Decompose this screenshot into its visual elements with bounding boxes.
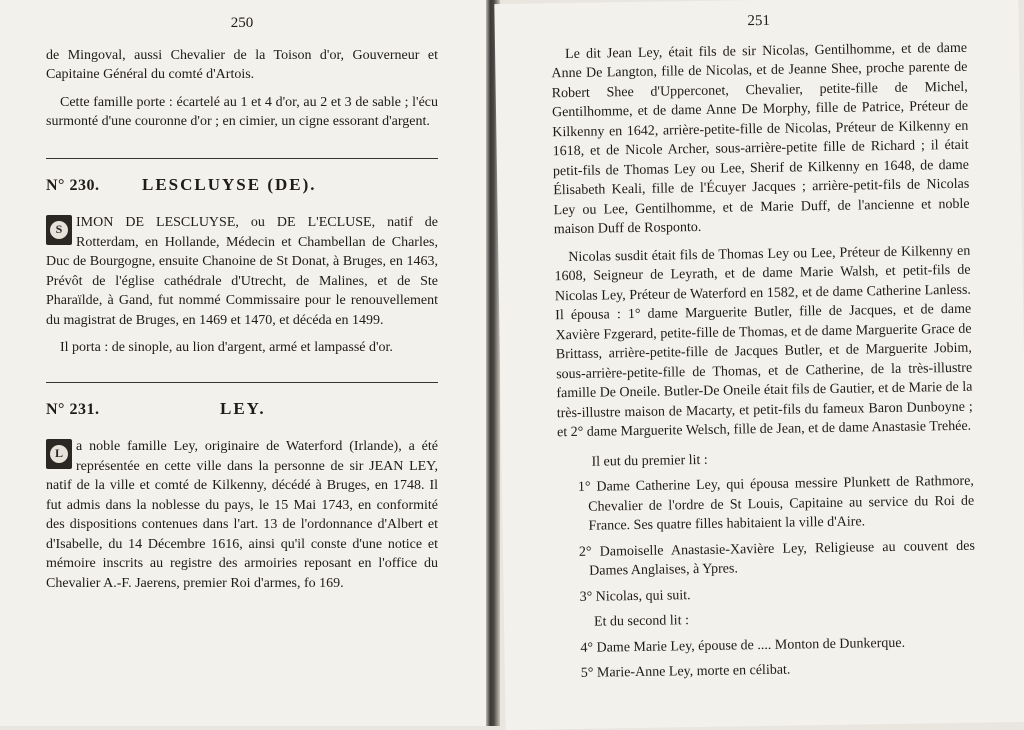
child-item: 1° Dame Catherine Ley, qui épousa messire Plunkett de Rathmore, Chevalier de l'ordre de St Louis, Capitaine au service du Roi de France. Ses quatre filles habitaient la ville d'Aire. <box>577 473 975 534</box>
second-bed-intro: Et du second lit : <box>593 613 690 630</box>
entry-arms: Il porta : de sinople, au lion d'argent, armé et lampassé d'or. <box>60 340 393 355</box>
continuation-text: de Mingoval, aussi Chevalier de la Toison d'or, Gouverneur et Capitaine Général du comté d'Artois. <box>46 47 438 82</box>
page-number-left: 250 <box>230 15 254 31</box>
entry-231 <box>46 399 438 594</box>
section-divider <box>46 158 438 159</box>
child-item: 5° Marie-Anne Ley, morte en célibat. <box>580 662 791 681</box>
genealogy-paragraph: Le dit Jean Ley, était fils de sir Nicolas, Gentilhomme, et de dame Anne De Langton, fille de Nicolas, et de Jeanne Shee, proche parente de Robert Shee d'Upperconet, Chevalier, petite-fille de Michel, Gentilhomme, et de dame Anne De Morphy, fille de Patrice, Préteur de Kilkenny en 1642, arrière-petite-fille de Nicolas, Préteur de Kilkenny en 1618, et de Nicole Archer, sous-arrière-petite fille de Richard ; il était petit-fils de Thomas Ley ou Lee, Sherif de Kilkenny en 1648, de dame Élisabeth Keali, fille de l'Écuyer Jacques ; arrière-petit-fils de Nicolas Ley ou Lee, Gentilhomme, et de Marie Duff, de l'ancienne et noble maison Duff de Rosponto. <box>551 40 970 238</box>
child-item: 4° Dame Marie Ley, épouse de .... Monton de Dunkerque. <box>580 635 906 656</box>
arms-text: Cette famille porte : écartelé au 1 et 4 d'or, au 2 et 3 de sable ; l'écu surmonté d'une couronne d'or ; en cimier, un cigne essorant d'argent. <box>46 94 438 129</box>
entry-body: IMON DE LESCLUYSE, ou DE L'ECLUSE, natif de Rotterdam, en Hollande, Médecin et Chambellan de Charles, Duc de Bourgogne, ensuite Chanoine de St Donat, à Bruges, en 1463, Prévôt de l'église cathédrale d'Utrecht, de Malines, et de Ste Pharaïlde, à Gand, fut nommé Commissaire pour le renouvellement du magistrat de Bruges, en 1469 et 1470, et décéda en 1499. <box>46 215 438 328</box>
entry-number: N° 230. <box>46 176 100 194</box>
ornamental-initial: L <box>46 439 72 469</box>
children-list <box>557 446 977 684</box>
page-number-right: 251 <box>747 12 771 30</box>
entry-230 <box>46 175 438 358</box>
right-page <box>494 0 1024 730</box>
entry-body: a noble famille Ley, originaire de Waterford (Irlande), a été représentée en cette ville dans la personne de sir JEAN LEY, natif de la ville et comté de Kilkenny, décédé à Bruges, en 1748. Il fut admis dans la noblesse du pays, le 15 Mai 1743, en conformité des dispositions contenues dans l'art. 13 de l'ordonnance d'Albert et d'Isabelle, du 14 Décembre 1616, ainsi qu'il conste d'une notice et mémoire inscrits au registre des armoiries reposant en l'office du Chevalier A.-F. Jaerens, premier Roi d'armes, fo 169. <box>46 439 438 591</box>
child-item: 3° Nicolas, qui suit. <box>579 587 691 605</box>
first-bed-intro: Il eut du premier lit : <box>591 452 708 470</box>
ornamental-initial: S <box>46 215 72 245</box>
genealogy-paragraph: Nicolas susdit était fils de Thomas Ley ou Lee, Préteur de Kilkenny en 1608, Seigneur de Leyrath, et de dame Marie Walsh, et petit-fils de Nicolas Ley, Préteur de Waterford en 1582, et de dame Catherine Lanless. Il épousa : 1° dame Marguerite Butler, fille de Jacques, et de dame Xavière Fzgerard, petite-fille de Thomas, et de dame Marguerite Grace de Brittass, arrière-petite-fille de Jacques Butler, et de Marguerite Jobim, sous-arrière-petite-fille de Thomas, et de Catherine, de la très-illustre famille De Oneile. Butler-De Oneile était fils de Gautier, et de Marie de la très-illustre maison de Macarty, et petit-fils du fameux Baron Dunboyne ; et 2° dame Marguerite Welsch, fille de Jean, et de dame Anastasie Trehée. <box>554 243 973 441</box>
entry-title: LEY. <box>220 398 266 418</box>
entry-title: LESCLUYSE (DE). <box>142 174 317 194</box>
child-item: 2° Damoiselle Anastasie-Xavière Ley, Religieuse au couvent des Dames Anglaises, à Ypres. <box>578 538 976 579</box>
section-divider <box>46 382 438 383</box>
entry-number: N° 231. <box>46 400 100 418</box>
left-page <box>0 0 486 726</box>
